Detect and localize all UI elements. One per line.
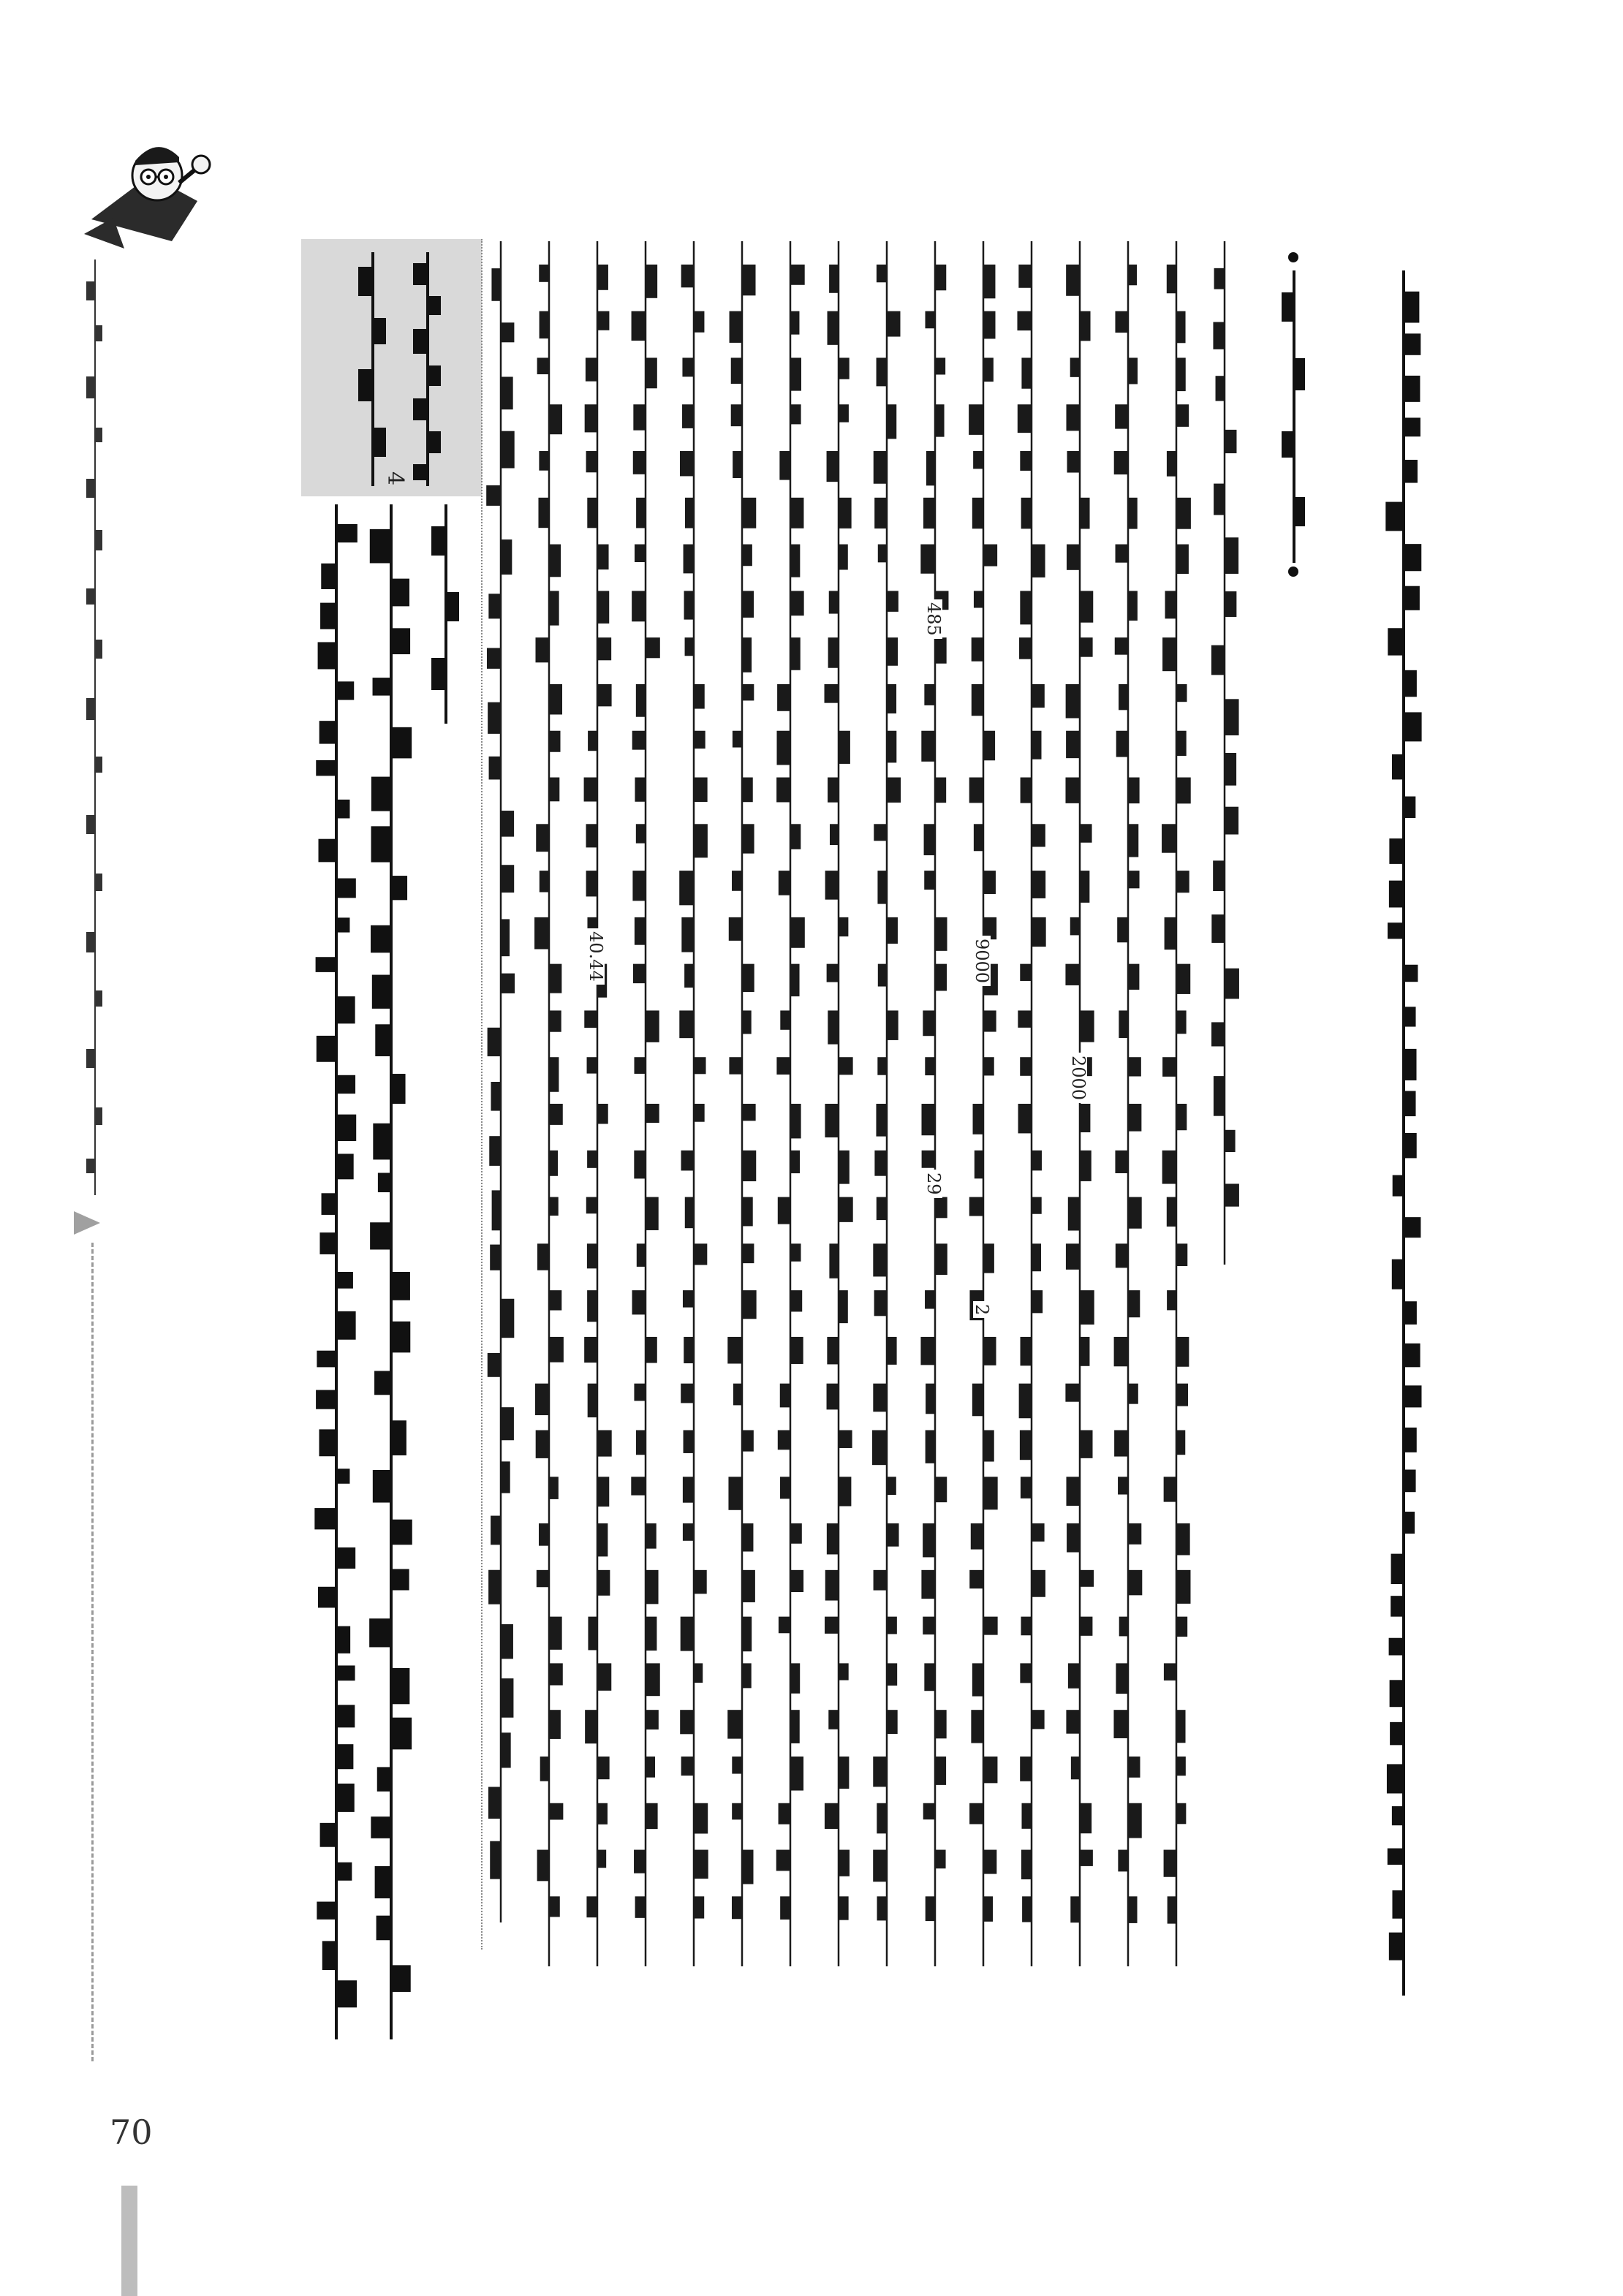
body-text-line bbox=[1017, 241, 1046, 1966]
bullet-point bbox=[1288, 252, 1298, 262]
section-heading-line-1 bbox=[351, 252, 395, 486]
body-text-line bbox=[1210, 241, 1239, 1265]
intro-line-short bbox=[1276, 270, 1312, 563]
body-text-line bbox=[583, 241, 612, 1966]
section-heading-line-2 bbox=[406, 252, 450, 486]
body-text-line bbox=[679, 241, 708, 1966]
section-number: 4 bbox=[382, 471, 408, 486]
intro-line-long bbox=[1385, 270, 1422, 1996]
section-heading-continuation bbox=[369, 504, 413, 2039]
running-title bbox=[83, 259, 107, 1195]
inline-number: 29 bbox=[925, 1170, 942, 1198]
body-text-line bbox=[534, 241, 564, 1966]
body-text-line bbox=[872, 241, 901, 1966]
body-text-line bbox=[727, 241, 757, 1966]
body-text-line bbox=[824, 241, 853, 1966]
inline-number: 485 bbox=[925, 599, 942, 639]
bullet-point bbox=[1288, 567, 1298, 577]
page-number: 70 bbox=[110, 2113, 153, 2152]
running-title-leader bbox=[91, 1243, 94, 2061]
body-text-line bbox=[631, 241, 660, 1966]
inline-number: 2 bbox=[973, 1301, 991, 1318]
body-text-line bbox=[486, 241, 515, 1922]
body-text-line bbox=[1065, 241, 1094, 1966]
body-text-line bbox=[776, 241, 805, 1966]
body-text-line bbox=[969, 241, 998, 1966]
gray-triangle-pointer-icon bbox=[72, 1210, 102, 1239]
inline-number: 40.44 bbox=[587, 928, 605, 985]
closing-line bbox=[314, 504, 358, 2039]
body-text-line bbox=[1162, 241, 1191, 1966]
footer-accent-bar bbox=[121, 2186, 137, 2296]
cartoon-boy-with-glasses-icon bbox=[69, 132, 223, 259]
inline-number: 9000 bbox=[973, 936, 991, 986]
section-divider bbox=[481, 239, 483, 1950]
body-text-line bbox=[1113, 241, 1143, 1966]
body-text-line bbox=[920, 241, 950, 1966]
section-subheading bbox=[424, 504, 468, 724]
inline-number: 2000 bbox=[1070, 1053, 1087, 1103]
